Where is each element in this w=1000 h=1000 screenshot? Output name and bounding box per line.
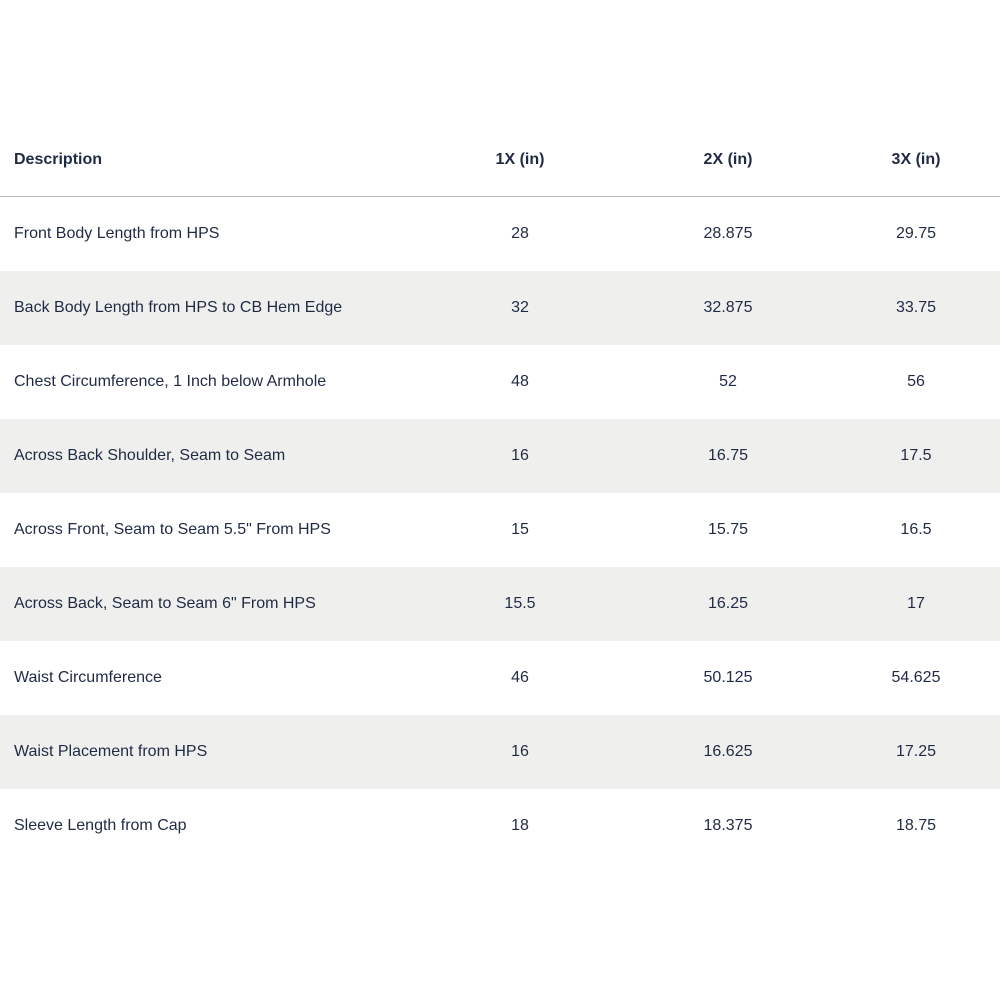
table-row — [0, 715, 1000, 789]
row-2x-value: 16.75 — [707, 447, 749, 464]
table-row — [0, 641, 1000, 715]
row-3x-value: 33.75 — [895, 299, 937, 316]
row-1x-value: 16 — [511, 743, 529, 760]
row-3x-value: 18.75 — [895, 817, 937, 834]
row-3x-value: 29.75 — [895, 225, 937, 242]
row-2x-value: 32.875 — [703, 299, 753, 316]
row-1x-value: 16 — [511, 447, 529, 464]
row-3x-value: 17.25 — [895, 743, 937, 760]
row-description: Chest Circumference, 1 Inch below Armhole — [14, 373, 327, 390]
row-2x-value: 16.25 — [707, 595, 749, 612]
row-description: Back Body Length from HPS to CB Hem Edge — [14, 299, 343, 316]
header-1x: 1X (in) — [495, 150, 545, 168]
row-1x-value: 15 — [511, 521, 529, 538]
row-3x-value: 17.5 — [900, 447, 932, 464]
table-row — [0, 197, 1000, 271]
row-3x-value: 54.625 — [891, 669, 941, 686]
table-row — [0, 567, 1000, 641]
row-2x-value: 52 — [719, 373, 737, 390]
row-1x-value: 46 — [511, 669, 529, 686]
row-2x-value: 15.75 — [707, 521, 749, 538]
row-2x-value: 18.375 — [703, 817, 753, 834]
row-3x-value: 16.5 — [900, 521, 932, 538]
row-1x-value: 32 — [511, 299, 529, 316]
header-2x: 2X (in) — [703, 150, 753, 168]
row-3x-value: 56 — [907, 373, 925, 390]
row-description: Across Back, Seam to Seam 6" From HPS — [14, 595, 316, 612]
row-description: Sleeve Length from Cap — [14, 817, 187, 834]
row-description: Front Body Length from HPS — [14, 225, 220, 242]
row-1x-value: 28 — [511, 225, 529, 242]
row-description: Waist Placement from HPS — [14, 743, 208, 760]
table-header-row — [0, 123, 1000, 197]
table-row — [0, 789, 1000, 863]
row-1x-value: 48 — [511, 373, 529, 390]
table-row — [0, 419, 1000, 493]
row-description: Waist Circumference — [14, 669, 162, 686]
table-row — [0, 493, 1000, 567]
row-3x-value: 17 — [907, 595, 925, 612]
table-row — [0, 345, 1000, 419]
row-2x-value: 28.875 — [703, 225, 753, 242]
size-chart-table — [0, 123, 1000, 863]
header-3x: 3X (in) — [891, 150, 941, 168]
row-2x-value: 16.625 — [703, 743, 753, 760]
row-1x-value: 18 — [511, 817, 529, 834]
row-description: Across Front, Seam to Seam 5.5" From HPS — [14, 521, 331, 538]
table-row — [0, 271, 1000, 345]
header-description: Description — [14, 150, 103, 168]
row-2x-value: 50.125 — [703, 669, 753, 686]
row-1x-value: 15.5 — [504, 595, 536, 612]
row-description: Across Back Shoulder, Seam to Seam — [14, 447, 286, 464]
